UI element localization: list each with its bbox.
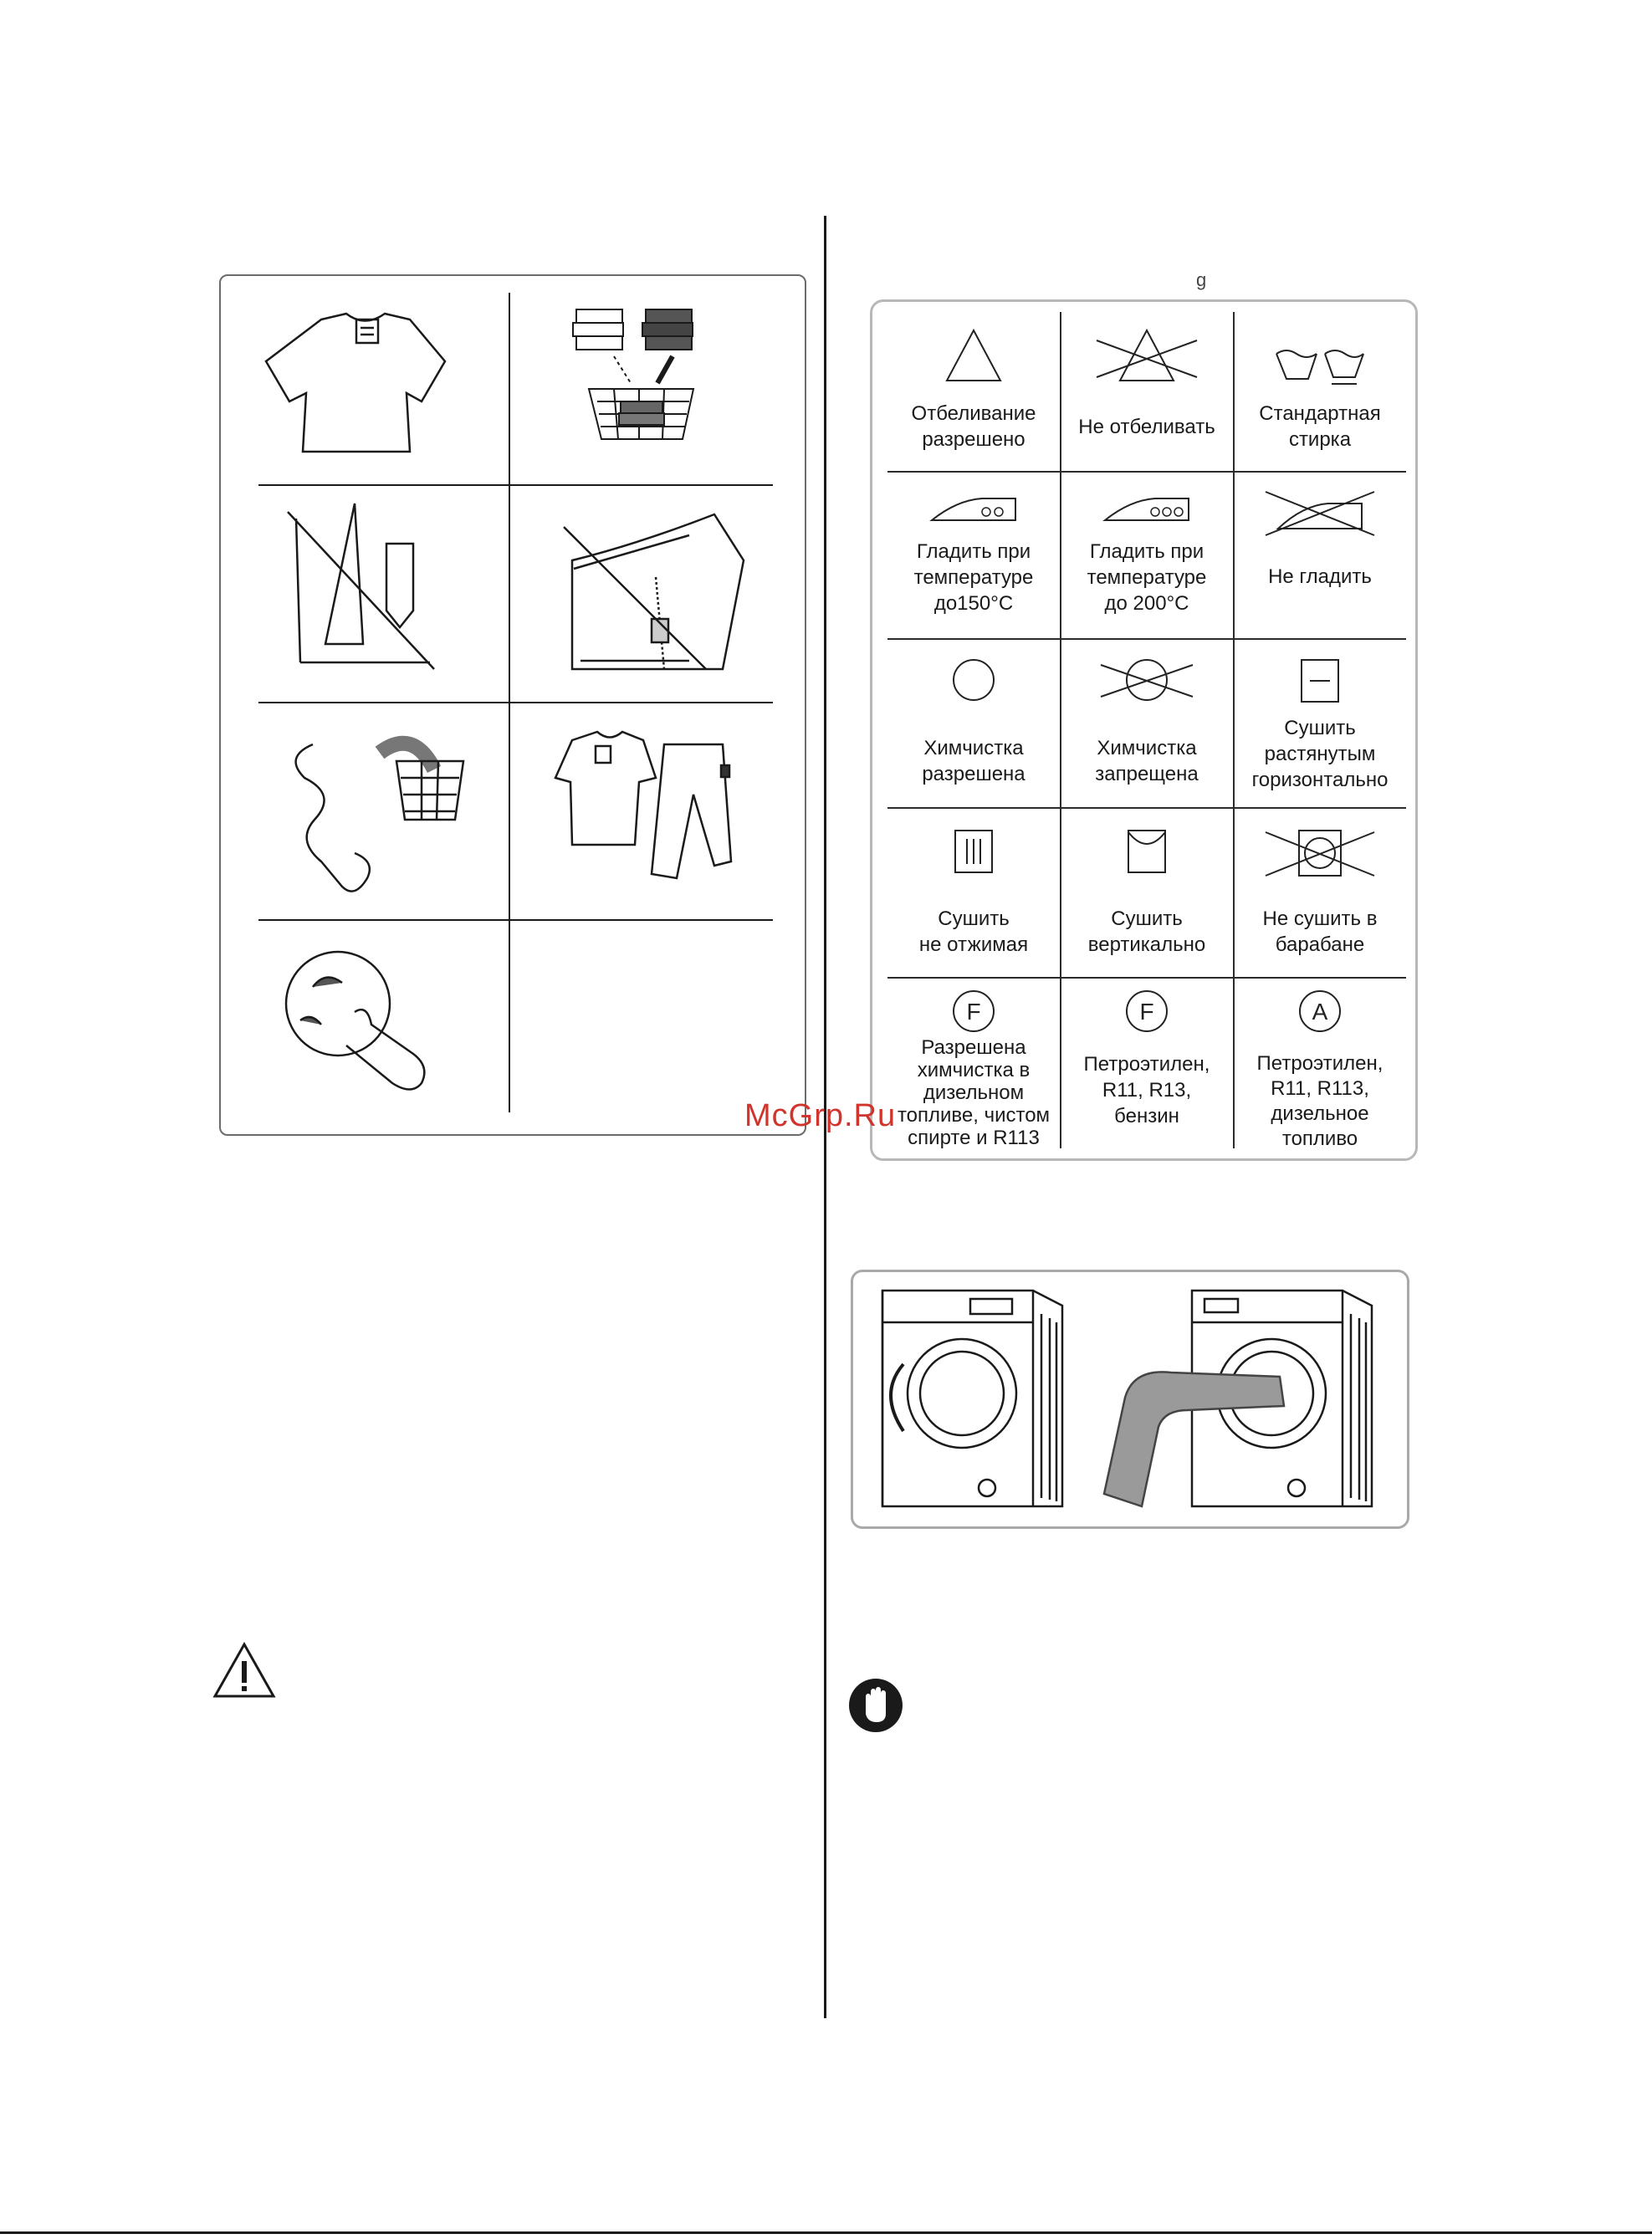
header-fragment: g	[1196, 269, 1207, 290]
laundry-bag-icon	[296, 744, 463, 892]
care-cell-iron-150: Гладить при температуре до150°C	[887, 483, 1060, 616]
washing-machine-open-door-icon	[882, 1291, 1062, 1506]
close-zippers-icon	[564, 514, 744, 669]
care-cell-standard-wash: Стандартная стирка	[1234, 322, 1406, 452]
care-cell-line-dry: Сушить вертикально	[1061, 824, 1233, 958]
care-cell-no-iron: Не гладить	[1234, 483, 1406, 590]
preparation-pictograms	[221, 276, 808, 1137]
dry-clean-f-icon	[949, 988, 999, 1035]
care-cell-bleach: Отбеливание разрешено	[887, 322, 1060, 452]
care-cell-no-dry-clean: Химчистка запрещена	[1061, 653, 1233, 787]
watermark: McGrp.Ru	[744, 1098, 897, 1133]
care-cell-dry-clean-f-solvents: F Разрешена химчистка в дизельном топливе, чистом спирте и R113	[887, 988, 1060, 1149]
dry-clean-a-icon	[1295, 988, 1345, 1035]
sort-laundry-icon	[573, 309, 693, 439]
drip-dry-icon	[940, 824, 1007, 877]
care-cell-no-bleach: Не отбеливать	[1061, 322, 1233, 440]
stop-hand-icon	[847, 1677, 904, 1738]
dry-clean-circle-icon	[940, 653, 1007, 707]
no-sharp-objects-icon	[288, 504, 434, 669]
wash-tub-icon	[1261, 322, 1378, 389]
care-cell-no-tumble-dry: Не сушить в барабане	[1234, 824, 1406, 958]
no-tumble-dry-icon	[1257, 824, 1383, 882]
svg-text:A: A	[1312, 999, 1328, 1025]
dry-clean-f-icon	[1122, 988, 1172, 1035]
washing-machine-illustration	[853, 1272, 1412, 1531]
care-cell-dry-flat: Сушить растянутым горизонтально	[1234, 653, 1406, 793]
care-symbols-table	[870, 299, 1418, 1161]
dry-flat-icon	[1286, 653, 1353, 707]
care-cell-iron-200: Гладить при температуре до 200°C	[1061, 483, 1233, 616]
warning-icon	[212, 1641, 277, 1704]
bleach-triangle-icon	[940, 322, 1007, 389]
no-iron-icon	[1257, 483, 1383, 542]
small-items-icon	[286, 952, 424, 1090]
laundry-preparation-panel	[219, 274, 806, 1136]
line-dry-icon	[1113, 824, 1180, 877]
shirt-label-icon	[266, 314, 445, 452]
svg-text:F: F	[1139, 999, 1154, 1025]
garment-labels-icon	[555, 732, 731, 878]
no-dry-clean-icon	[1088, 653, 1205, 707]
iron-three-dots-icon	[1088, 483, 1205, 530]
care-cell-dry-clean-a: A Петроэтилен, R11, R113, дизельное топливо	[1234, 988, 1406, 1152]
svg-text:F: F	[966, 999, 981, 1025]
care-cell-dry-clean: Химчистка разрешена	[887, 653, 1060, 787]
loading-drum-panel	[851, 1270, 1409, 1529]
no-bleach-icon	[1088, 322, 1205, 389]
washing-machine-loaded-icon	[1104, 1291, 1372, 1506]
bottom-rule	[0, 2231, 1652, 2234]
iron-two-dots-icon	[915, 483, 1032, 530]
care-cell-dry-clean-f-petrol: F Петроэтилен, R11, R13, бензин	[1061, 988, 1233, 1129]
care-cell-drip-dry: Сушить не отжимая	[887, 824, 1060, 958]
